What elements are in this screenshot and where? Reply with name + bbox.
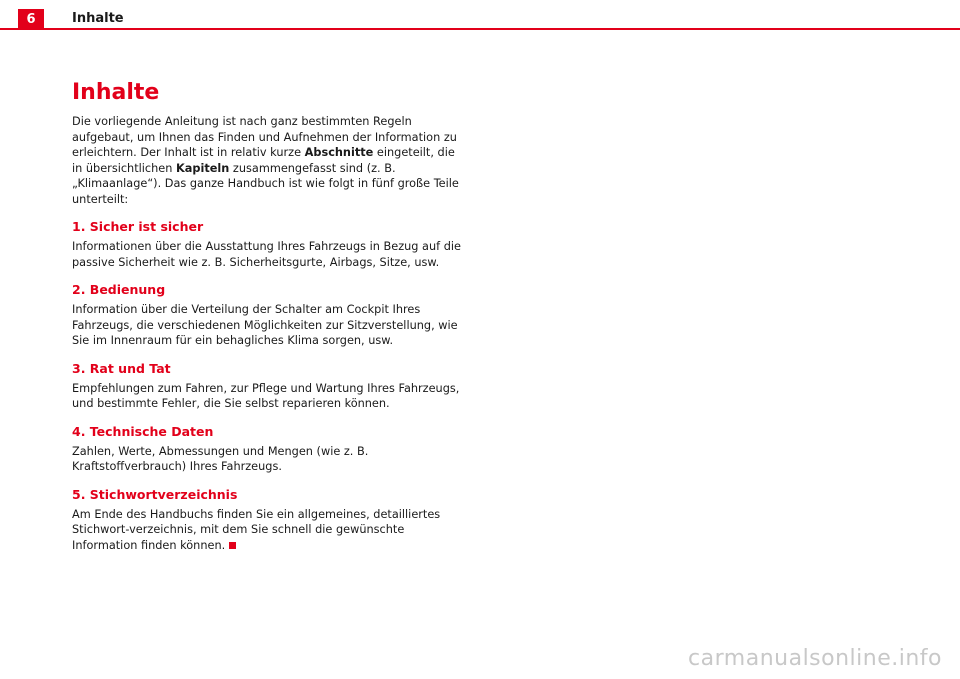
- page-number: 6: [18, 9, 44, 30]
- section-5: [72, 487, 467, 554]
- section-text: Informationen über die Ausstattung Ihres Fahrzeugs in Bezug auf die passive Sicherheit wie z. B. Sicherheitsgurte, Airbags, Sitze, usw.: [72, 240, 461, 269]
- intro-bold-abschnitte: Abschnitte: [304, 146, 374, 159]
- header-divider: [0, 28, 960, 30]
- section-text: Empfehlungen zum Fahren, zur Pflege und Wartung Ihres Fahrzeugs, und bestimmte Fehler, die Sie selbst reparieren können.: [72, 381, 460, 410]
- intro-text-3: zusammengefasst sind (z. B. „Klimaanlage“). Das ganze Handbuch ist wie folgt in fünf große Teile unterteilt:: [72, 161, 459, 206]
- section-3: [72, 361, 467, 412]
- intro-text-1: Die vorliegende Anleitung ist nach ganz bestimmten Regeln aufgebaut, um Ihnen das Finden und Aufnehmen der Information zu erleichtern. Der Inhalt ist in relativ kurze: [72, 115, 457, 159]
- intro-bold-kapiteln: Kapiteln: [176, 161, 230, 175]
- section-4: [72, 424, 467, 475]
- section-heading: 1. Sicher ist sicher: [72, 219, 204, 234]
- header-title: Inhalte: [72, 11, 124, 26]
- page-header: [0, 0, 960, 30]
- section-text: Zahlen, Werte, Abmessungen und Mengen (wie z. B. Kraftstoffverbrauch) Ihres Fahrzeugs.: [72, 444, 369, 473]
- section-heading: 2. Bedienung: [72, 282, 166, 297]
- end-of-section-icon: [229, 542, 236, 549]
- intro-paragraph: [72, 114, 467, 207]
- watermark: carmanualsonline.info: [688, 646, 942, 671]
- section-paragraph: [72, 507, 467, 554]
- section-heading: 5. Stichwortverzeichnis: [72, 486, 238, 502]
- page-title: Inhalte: [72, 80, 160, 105]
- main-content: [72, 80, 467, 553]
- section-heading: 3. Rat und Tat: [72, 360, 171, 376]
- section-1: [72, 219, 467, 270]
- section-2: [72, 282, 467, 349]
- section-text: Information über die Verteilung der Schalter am Cockpit Ihres Fahrzeugs, die verschiedenen Möglichkeiten zur Sitzverstellung, wie Sie im Innenraum für ein behagliches Klima sorgen, usw.: [72, 303, 458, 347]
- section-heading: 4. Technische Daten: [72, 423, 214, 439]
- intro-text-2: eingeteilt, die in übersichtlichen: [72, 146, 455, 175]
- section-text: Am Ende des Handbuchs finden Sie ein allgemeines, detailliertes Stichwort-verzeichnis, mit dem Sie schnell die gewünschte Information finden können.: [72, 507, 441, 552]
